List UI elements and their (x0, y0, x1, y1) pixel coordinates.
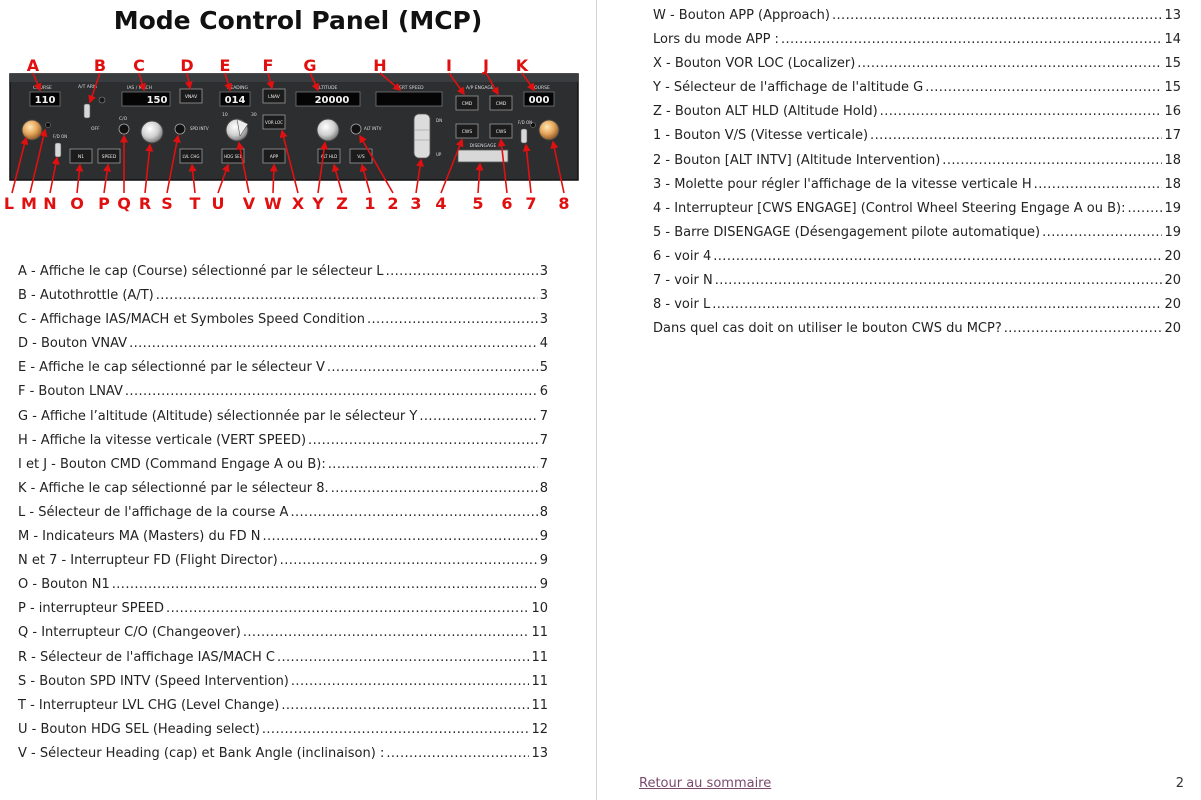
vs-dn-label: DN (436, 118, 443, 123)
toc-page-number: 20 (1164, 273, 1181, 289)
callout-q: Q (117, 194, 131, 212)
toc-page-number: 11 (531, 673, 548, 689)
toc-entry-text: H - Affiche la vitesse verticale (VERT SPEED) (18, 432, 307, 448)
callout-e: E (219, 56, 231, 75)
cws-a-button[interactable] (456, 124, 478, 138)
toc-leader-dots (281, 694, 529, 718)
fd-left-label: F/D ON (53, 134, 68, 139)
callout-o: O (70, 194, 84, 212)
toc-entry[interactable] (653, 173, 1181, 197)
toc-page-number: 20 (1164, 321, 1181, 337)
co-button[interactable] (119, 124, 129, 134)
toc-leader-dots (156, 284, 538, 308)
callouts-top (27, 56, 529, 75)
toc-leader-dots (870, 124, 1162, 148)
toc-entry[interactable] (18, 284, 548, 308)
toc-entry[interactable] (653, 317, 1181, 341)
toc-leader-dots (880, 100, 1163, 124)
vert-speed-display (376, 92, 442, 106)
spd-intv-button[interactable] (175, 124, 185, 134)
toc-entry-text: D - Bouton VNAV (18, 336, 128, 352)
svg-text:N1: N1 (77, 155, 85, 160)
toc-page-number: 6 (539, 384, 548, 400)
toc-entry[interactable] (18, 356, 548, 380)
toc-leader-dots (112, 573, 538, 597)
fd-right-switch[interactable] (521, 129, 527, 143)
callout-2: 2 (387, 194, 399, 212)
toc-entry-text: 3 - Molette pour régler l'affichage de la vitesse verticale H (653, 176, 1032, 192)
toc-leader-dots (129, 332, 538, 356)
toc-page-number: 8 (539, 480, 548, 496)
toc-leader-dots (328, 453, 538, 477)
vs-wheel[interactable] (414, 114, 430, 158)
svg-text:SPEED: SPEED (101, 155, 117, 160)
toc-entry[interactable] (18, 525, 548, 549)
toc-entry[interactable] (18, 380, 548, 404)
toc-entry[interactable] (18, 501, 548, 525)
callout-6: 6 (501, 194, 513, 212)
toc-entry[interactable] (18, 597, 548, 621)
callout-u: U (211, 194, 225, 212)
toc-leader-dots (942, 149, 1162, 173)
callout-t: T (189, 194, 201, 212)
back-to-summary-link[interactable]: Retour au sommaire (639, 776, 772, 791)
callout-c: C (133, 56, 145, 75)
cws-b-button[interactable] (490, 124, 512, 138)
callout-w: W (264, 194, 282, 212)
toc-page-number: 11 (531, 697, 548, 713)
mcp-figure (0, 52, 596, 212)
toc-entry-text: 4 - Interrupteur [CWS ENGAGE] (Control Wheel Steering Engage A ou B): (653, 200, 1126, 216)
toc-page-number: 16 (1164, 104, 1181, 120)
lnav-button[interactable] (263, 89, 285, 103)
course-right-knob[interactable] (539, 120, 559, 140)
toc-entry[interactable] (653, 149, 1181, 173)
course-left-value: 110 (34, 95, 56, 106)
toc-leader-dots (308, 429, 538, 453)
callout-m: M (21, 194, 37, 212)
toc-page-number: 18 (1164, 152, 1181, 168)
toc-page-number: 13 (1164, 8, 1181, 23)
toc-list-right (653, 4, 1181, 341)
alt-intv-button[interactable] (351, 124, 361, 134)
toc-entry[interactable] (18, 477, 548, 501)
course-left-knob[interactable] (22, 120, 42, 140)
ias-mach-label: IAS / MACH (127, 86, 153, 91)
svg-text:VOR LOC: VOR LOC (265, 120, 283, 125)
toc-leader-dots (386, 742, 529, 766)
disengage-label: DISENGAGE (469, 144, 497, 149)
toc-entry[interactable] (18, 405, 548, 429)
toc-entry-text: R - Sélecteur de l'affichage IAS/MACH C (18, 649, 275, 665)
vnav-button[interactable] (180, 89, 202, 103)
altitude-label: ALTITUDE (316, 86, 338, 91)
toc-page-number: 10 (531, 601, 548, 617)
toc-page-number: 19 (1164, 224, 1181, 240)
callout-i: I (446, 56, 452, 75)
course-left-label: COURSE (33, 86, 52, 91)
page-title: Mode Control Panel (MCP) (113, 6, 483, 35)
toc-entry[interactable] (18, 453, 548, 477)
callout-4: 4 (435, 194, 447, 212)
toc-page-number: 3 (539, 264, 548, 279)
callout-7: 7 (525, 194, 537, 212)
heading-label: HEADING (227, 86, 248, 91)
callout-b: B (93, 56, 107, 75)
svg-text:CWS: CWS (461, 130, 473, 135)
toc-entry-text: 7 - voir N (653, 273, 713, 289)
altitude-value: 20000 (314, 95, 350, 106)
svg-text:HDG SEL: HDG SEL (224, 154, 242, 159)
callout-z: Z (336, 194, 348, 212)
at-off-label: OFF (91, 127, 100, 132)
toc-entry-text: Dans quel cas doit on utiliser le bouton CWS du MCP? (653, 321, 1002, 337)
alt-intv-label: ALT INTV (364, 126, 382, 131)
fd-right-label: F/D ON (518, 120, 533, 125)
toc-page-number: 11 (531, 649, 548, 665)
toc-entry-text: X - Bouton VOR LOC (Localizer) (653, 56, 856, 72)
toc-leader-dots (280, 549, 538, 573)
svg-text:CMD: CMD (461, 102, 473, 107)
toc-entry[interactable] (653, 52, 1181, 76)
app-button[interactable] (263, 149, 285, 163)
callout-x: X (291, 194, 305, 212)
toc-entry[interactable] (653, 221, 1181, 245)
toc-leader-dots (925, 76, 1162, 100)
toc-entry-text: N et 7 - Interrupteur FD (Flight Director) (18, 553, 278, 569)
toc-entry[interactable] (18, 573, 548, 597)
callout-a: A (26, 56, 40, 75)
toc-entry-text: A - Affiche le cap (Course) sélectionné par le sélecteur L (18, 264, 384, 279)
toc-entry-text: S - Bouton SPD INTV (Speed Intervention) (18, 673, 289, 689)
fd-left-switch[interactable] (55, 143, 61, 157)
n1-button[interactable] (70, 149, 92, 163)
toc-entry[interactable] (18, 742, 548, 766)
svg-text:CMD: CMD (495, 102, 507, 107)
toc-entry-text: F - Bouton LNAV (18, 384, 123, 400)
disengage-bar[interactable] (458, 150, 508, 162)
toc-page-number: 20 (1164, 297, 1181, 313)
callout-d: D (180, 56, 194, 75)
toc-entry[interactable] (653, 4, 1181, 28)
toc-entry-text: I et J - Bouton CMD (Command Engage A ou B): (18, 456, 326, 472)
toc-leader-dots (1042, 221, 1162, 245)
toc-leader-dots (125, 380, 538, 404)
toc-page-number: 13 (531, 745, 548, 761)
toc-entry-text: Lors du mode APP : (653, 32, 779, 48)
toc-entry[interactable] (18, 694, 548, 718)
toc-entry[interactable] (653, 197, 1181, 221)
cmd-a-button[interactable] (456, 96, 478, 110)
callout-s: S (161, 194, 173, 212)
toc-page-number: 9 (539, 529, 548, 545)
toc-entry-text: O - Bouton N1 (18, 577, 110, 593)
svg-text:VNAV: VNAV (184, 95, 198, 100)
ias-mach-knob[interactable] (141, 121, 163, 143)
toc-entry-text: P - interrupteur SPEED (18, 601, 165, 617)
svg-text:LNAV: LNAV (268, 95, 280, 100)
toc-leader-dots (386, 260, 538, 284)
toc-entry-text: M - Indicateurs MA (Masters) du FD N (18, 529, 261, 545)
toc-entry-text: 6 - voir 4 (653, 248, 712, 264)
toc-list-left (18, 260, 548, 766)
toc-entry-text: E - Affiche le cap sélectionné par le sélecteur V (18, 360, 325, 376)
vs-up-label: UP (436, 152, 442, 157)
vor-loc-button[interactable] (263, 115, 285, 129)
page-right (597, 0, 1201, 800)
toc-leader-dots (781, 28, 1163, 52)
toc-entry[interactable] (18, 549, 548, 573)
at-arm-switch[interactable] (84, 104, 90, 118)
callout-g: G (303, 56, 317, 75)
callout-n: N (43, 194, 57, 212)
toc-page-number: 18 (1164, 176, 1181, 192)
page-left (0, 0, 596, 800)
toc-page-number: 15 (1164, 80, 1181, 96)
course-right-label: COURSE (531, 86, 550, 91)
toc-leader-dots (1034, 173, 1163, 197)
toc-page-number: 9 (539, 577, 548, 593)
toc-page-number: 3 (539, 288, 548, 304)
co-label: C/O (119, 117, 128, 122)
toc-page-number: 20 (1164, 248, 1181, 264)
toc-entry[interactable] (18, 332, 548, 356)
ias-value: 150 (146, 95, 168, 106)
toc-leader-dots (713, 245, 1162, 269)
toc-page-number: 11 (531, 625, 548, 641)
toc-leader-dots (832, 4, 1162, 28)
toc-entry[interactable] (653, 28, 1181, 52)
toc-entry[interactable] (18, 621, 548, 645)
callout-k: K (515, 56, 529, 75)
callout-v: V (242, 194, 256, 212)
toc-entry-text: W - Bouton APP (Approach) (653, 8, 830, 23)
toc-entry-text: 8 - voir L (653, 297, 711, 313)
toc-entry-text: B - Autothrottle (A/T) (18, 288, 154, 304)
callout-8: 8 (558, 194, 570, 212)
callout-5: 5 (472, 194, 484, 212)
toc-entry-text: Z - Bouton ALT HLD (Altitude Hold) (653, 104, 878, 120)
toc-leader-dots (1004, 317, 1163, 341)
ap-engage-label: A/P ENGAGE (466, 86, 494, 91)
callout-1: 1 (364, 194, 376, 212)
callout-j: J (483, 56, 489, 75)
toc-entry-text: U - Bouton HDG SEL (Heading select) (18, 721, 260, 737)
toc-entry-text: 5 - Barre DISENGAGE (Désengagement pilote automatique) (653, 224, 1041, 240)
callout-f: F (262, 56, 274, 75)
toc-entry-text: 1 - Bouton V/S (Vitesse verticale) (653, 128, 869, 144)
bank-10-label: 10 (222, 113, 228, 118)
toc-leader-dots (712, 293, 1162, 317)
svg-text:LVL CHG: LVL CHG (182, 154, 200, 159)
callout-l: L (3, 194, 15, 212)
vert-speed-label: VERT SPEED (396, 86, 424, 91)
toc-leader-dots (419, 405, 537, 429)
toc-entry-text: V - Sélecteur Heading (cap) et Bank Angle (inclinaison) : (18, 745, 385, 761)
toc-leader-dots (331, 477, 538, 501)
toc-entry[interactable] (18, 670, 548, 694)
heading-value: 014 (224, 95, 246, 106)
toc-leader-dots (243, 621, 530, 645)
lvl-chg-button[interactable] (180, 149, 202, 163)
toc-entry-text: G - Affiche l’altitude (Altitude) sélectionnée par le sélecteur Y (18, 408, 418, 424)
callouts-bottom (4, 194, 570, 212)
toc-page-number: 5 (539, 360, 548, 376)
toc-leader-dots (1127, 197, 1162, 221)
toc-leader-dots (262, 525, 537, 549)
spd-intv-label: SPD INTV (190, 126, 209, 131)
svg-text:CWS: CWS (495, 130, 507, 135)
callout-3: 3 (410, 194, 422, 212)
toc-page-number: 19 (1164, 200, 1181, 216)
toc-entry-text: 2 - Bouton [ALT INTV] (Altitude Intervention) (653, 152, 941, 168)
toc-leader-dots (327, 356, 538, 380)
svg-text:ALT HLD: ALT HLD (320, 154, 338, 159)
toc-entry[interactable] (18, 260, 548, 284)
toc-entry-text: K - Affiche le cap sélectionné par le sélecteur 8. (18, 480, 329, 496)
toc-entry[interactable] (653, 269, 1181, 293)
toc-page-number: 17 (1164, 128, 1181, 144)
toc-entry-text: Y - Sélecteur de l'affichage de l'altitude G (653, 80, 924, 96)
toc-entry[interactable] (653, 293, 1181, 317)
svg-text:V/S: V/S (357, 155, 365, 160)
speed-button[interactable] (98, 149, 120, 163)
altitude-knob[interactable] (317, 119, 339, 141)
toc-entry[interactable] (653, 100, 1181, 124)
callout-r: R (138, 194, 152, 212)
toc-entry-text: L - Sélecteur de l'affichage de la course A (18, 504, 289, 520)
toc-leader-dots (277, 646, 530, 670)
toc-leader-dots (262, 718, 530, 742)
toc-page-number: 8 (539, 504, 548, 520)
callout-y: Y (312, 194, 324, 212)
toc-entry-text: C - Affichage IAS/MACH et Symboles Speed Condition (18, 312, 365, 328)
toc-page-number: 15 (1164, 56, 1181, 72)
toc-page-number: 3 (539, 312, 548, 328)
page-number: 2 (1175, 776, 1184, 791)
toc-entry[interactable] (18, 308, 548, 332)
at-arm-label: A/T ARM (78, 85, 97, 90)
toc-entry[interactable] (653, 76, 1181, 100)
toc-entry[interactable] (653, 245, 1181, 269)
toc-entry[interactable] (18, 718, 548, 742)
toc-leader-dots (367, 308, 538, 332)
toc-page-number: 4 (539, 336, 548, 352)
alt-hld-button[interactable] (318, 149, 340, 163)
toc-page-number: 12 (531, 721, 548, 737)
toc-entry-text: T - Interrupteur LVL CHG (Level Change) (18, 697, 280, 713)
bank-30-label: 30 (251, 113, 257, 118)
toc-leader-dots (715, 269, 1163, 293)
toc-entry[interactable] (653, 124, 1181, 148)
toc-page-number: 7 (539, 432, 548, 448)
toc-entry[interactable] (18, 429, 548, 453)
toc-page-number: 14 (1164, 32, 1181, 48)
ma-light-left (46, 123, 51, 128)
callout-h: H (373, 56, 387, 75)
toc-leader-dots (291, 670, 530, 694)
toc-page-number: 9 (539, 553, 548, 569)
toc-page-number: 7 (539, 456, 548, 472)
course-right-value: 000 (528, 95, 550, 106)
toc-entry-text: Q - Interrupteur C/O (Changeover) (18, 625, 241, 641)
toc-leader-dots (290, 501, 537, 525)
cmd-b-button[interactable] (490, 96, 512, 110)
svg-text:APP: APP (269, 155, 279, 160)
toc-leader-dots (857, 52, 1162, 76)
toc-entry[interactable] (18, 646, 548, 670)
toc-leader-dots (166, 597, 529, 621)
toc-page-number: 7 (539, 408, 548, 424)
callout-p: P (98, 194, 110, 212)
